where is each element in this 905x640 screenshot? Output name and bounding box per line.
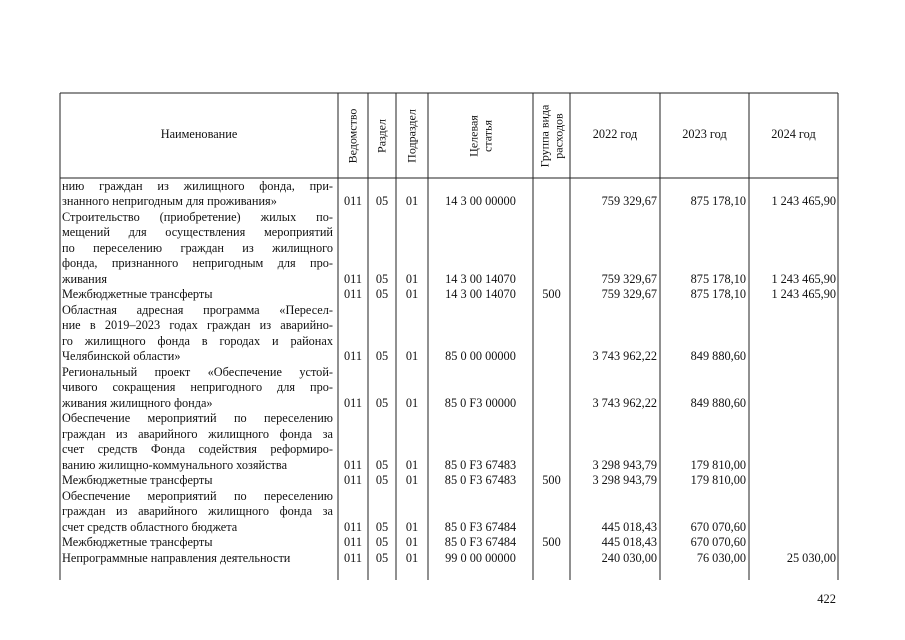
cell-razdel: 05	[375, 473, 389, 487]
cell-podrazdel: 01	[405, 535, 419, 549]
cell-podrazdel: 01	[405, 457, 419, 472]
row-name-line: Межбюджетные трансферты	[62, 535, 213, 549]
cell-2022: 445 018,43	[601, 535, 657, 549]
header-name: Наименование	[160, 127, 238, 141]
row-name-line: Межбюджетные трансферты	[62, 287, 213, 301]
cell-podrazdel: 01	[405, 349, 419, 363]
cell-2023: 875 178,10	[690, 287, 746, 301]
header-2023: 2023 год	[682, 127, 727, 141]
cell-target: 14 3 00 14070	[445, 271, 516, 286]
row-name-line: Непрограммные направления деятельности	[62, 550, 291, 565]
cell-vedomstvo: 011	[344, 473, 362, 487]
row-name-line: нию граждан из жилищного фонда, при-	[62, 178, 333, 193]
cell-razdel: 05	[375, 287, 389, 301]
header-group-line1: Группа вида	[537, 104, 552, 168]
cell-vedomstvo: 011	[344, 287, 362, 301]
cell-group: 500	[542, 535, 561, 549]
cell-podrazdel: 01	[405, 194, 419, 208]
cell-2024: 1 243 465,90	[771, 287, 836, 301]
cell-podrazdel: 01	[405, 287, 419, 301]
cell-razdel: 05	[375, 457, 389, 472]
row-name-line: ние в 2019–2023 годах граждан из аварийно-	[62, 318, 333, 332]
cell-podrazdel: 01	[405, 395, 419, 410]
header-target-line1: Целевая	[466, 115, 481, 157]
header-podrazdel: Подраздел	[404, 109, 419, 163]
cell-vedomstvo: 011	[344, 535, 362, 549]
cell-2022: 3 743 962,22	[592, 349, 657, 363]
cell-2023: 179 810,00	[690, 473, 746, 487]
cell-2022: 3 298 943,79	[592, 473, 657, 487]
cell-2023: 670 070,60	[690, 519, 746, 534]
cell-2023: 875 178,10	[690, 194, 746, 208]
cell-target: 85 0 F3 00000	[444, 395, 517, 410]
cell-2023: 849 880,60	[690, 349, 746, 363]
cell-target: 85 0 00 00000	[445, 349, 516, 363]
cell-razdel: 05	[375, 519, 389, 534]
cell-target: 14 3 00 00000	[445, 194, 516, 208]
row-name-line: фонда, признанного непригодным для про-	[62, 256, 333, 270]
row-name-line: знанного непригодным для проживания»	[62, 194, 277, 208]
cell-razdel: 05	[375, 194, 389, 208]
cell-vedomstvo: 011	[344, 519, 362, 534]
cell-2024: 1 243 465,90	[771, 271, 836, 286]
cell-podrazdel: 01	[405, 271, 419, 286]
cell-2022: 3 743 962,22	[592, 395, 657, 410]
row-name-line: счет средств Фонда содействия реформиро-	[62, 442, 333, 456]
page-number: 422	[817, 592, 836, 606]
cell-2024: 1 243 465,90	[771, 194, 836, 208]
cell-group: 500	[542, 287, 561, 301]
row-name-line: Строительство (приобретение) жилых по-	[62, 209, 333, 224]
cell-2022: 759 329,67	[601, 271, 657, 286]
cell-razdel: 05	[375, 550, 389, 565]
row-name-line: Областная адресная программа «Пересел-	[62, 302, 333, 317]
cell-razdel: 05	[375, 535, 389, 549]
cell-2023: 849 880,60	[690, 395, 746, 410]
cell-target: 14 3 00 14070	[445, 287, 516, 301]
cell-vedomstvo: 011	[344, 550, 362, 565]
row-name-line: живания жилищного фонда»	[62, 395, 213, 410]
cell-vedomstvo: 011	[344, 194, 362, 208]
row-name-line: Челябинской области»	[62, 349, 181, 363]
cell-2022: 240 030,00	[601, 550, 657, 565]
header-target-line2: статья	[480, 120, 495, 152]
row-name-line: счет средств областного бюджета	[62, 519, 238, 534]
row-name-line: го жилищного фонда в городах и районах	[62, 333, 333, 348]
row-name-line: Обеспечение мероприятий по переселению	[62, 488, 333, 503]
cell-vedomstvo: 011	[344, 349, 362, 363]
cell-razdel: 05	[375, 271, 389, 286]
cell-target: 85 0 F3 67484	[444, 519, 517, 534]
row-name-line: мещений для осуществления мероприятий	[62, 225, 333, 239]
row-name-line: ванию жилищно-коммунального хозяйства	[62, 457, 288, 472]
row-name-line: граждан из аварийного жилищного фонда за	[62, 504, 333, 518]
cell-2022: 759 329,67	[601, 287, 657, 301]
cell-group: 500	[542, 473, 561, 487]
cell-target: 99 0 00 00000	[445, 550, 516, 565]
cell-target: 85 0 F3 67483	[444, 473, 517, 487]
cell-vedomstvo: 011	[344, 457, 362, 472]
cell-podrazdel: 01	[405, 550, 419, 565]
cell-vedomstvo: 011	[344, 271, 362, 286]
row-name-line: Обеспечение мероприятий по переселению	[62, 411, 333, 425]
cell-podrazdel: 01	[405, 473, 419, 487]
cell-razdel: 05	[375, 395, 389, 410]
row-name-line: граждан из аварийного жилищного фонда за	[62, 426, 333, 441]
row-name-line: Региональный проект «Обеспечение устой-	[62, 364, 333, 379]
cell-vedomstvo: 011	[344, 395, 362, 410]
header-2022: 2022 год	[592, 127, 638, 141]
cell-2023: 670 070,60	[690, 535, 746, 549]
row-name-line: чивого сокращения непригодного для про-	[62, 380, 333, 394]
cell-2022: 759 329,67	[601, 194, 657, 208]
cell-2024: 25 030,00	[786, 550, 836, 565]
cell-target: 85 0 F3 67483	[444, 457, 517, 472]
cell-2022: 445 018,43	[601, 519, 657, 534]
cell-2023: 179 810,00	[690, 457, 746, 472]
row-name-line: Межбюджетные трансферты	[62, 473, 213, 487]
cell-target: 85 0 F3 67484	[444, 535, 517, 549]
cell-podrazdel: 01	[405, 519, 419, 534]
header-2024: 2024 год	[771, 127, 816, 141]
cell-2023: 875 178,10	[690, 271, 746, 286]
cell-razdel: 05	[375, 349, 389, 363]
header-group-line2: расходов	[551, 113, 566, 159]
row-name-line: живания	[62, 271, 107, 286]
row-name-line: по переселению граждан из жилищного	[62, 240, 333, 255]
cell-2022: 3 298 943,79	[592, 457, 657, 472]
header-razdel: Раздел	[374, 119, 389, 153]
header-vedomstvo: Ведомство	[345, 108, 360, 164]
cell-2023: 76 030,00	[696, 550, 746, 565]
